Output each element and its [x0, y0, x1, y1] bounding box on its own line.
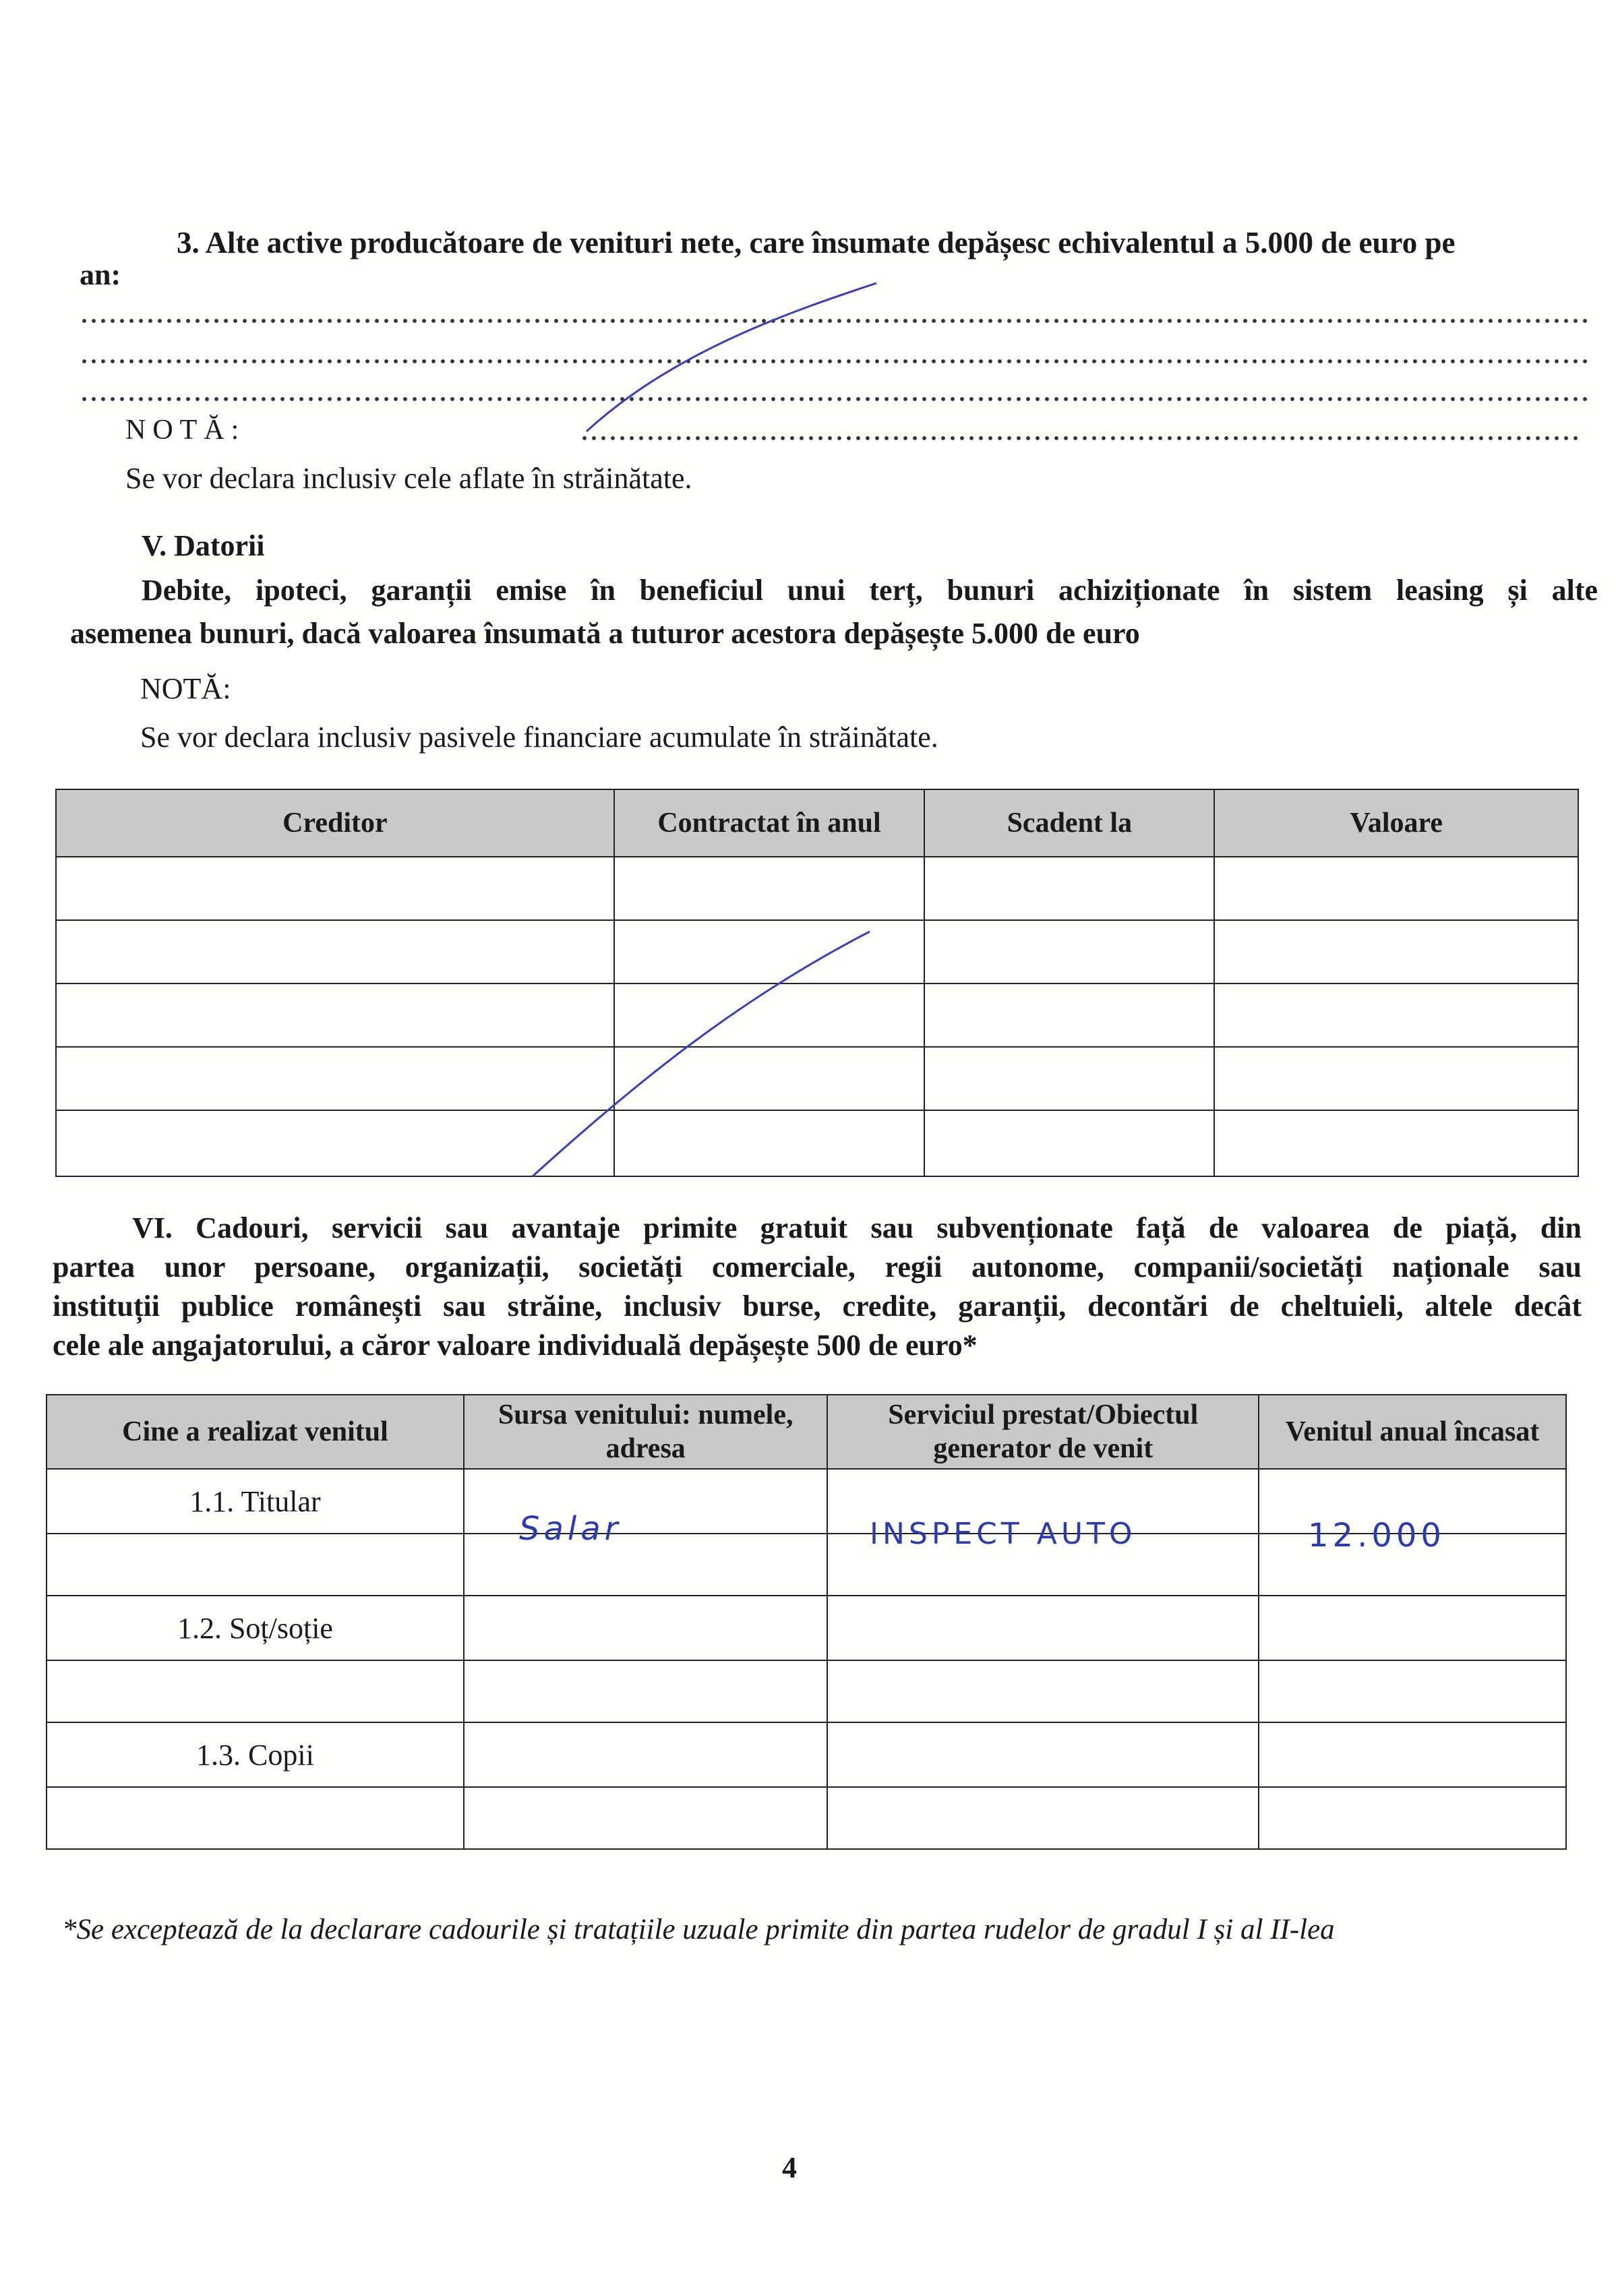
handwritten-sursa: Salar [519, 1510, 622, 1548]
debts-header-contractat: Contractat în anul [614, 789, 924, 857]
section5-desc-line2: asemenea bunuri, dacă valoarea însumată a tuturor acestora depășește 5.000 de euro [70, 617, 1140, 650]
footnote: *Se exceptează de la declarare cadourile și tratațiile uzuale primite din partea rudelor de gradul I și al II-lea [62, 1914, 1335, 1945]
section3-nota-text: Se vor declara inclusiv cele aflate în străinătate. [125, 462, 692, 495]
table-row [47, 1660, 1566, 1722]
section6-line4: cele ale angajatorului, a căror valoare individuală depășește 500 de euro* [53, 1329, 978, 1362]
handwritten-serviciu: INSPECT AUTO [870, 1517, 1137, 1551]
section3-nota-label: NOTĂ: [125, 415, 246, 446]
section6-line1: VI. Cadouri, servicii sau avantaje primite gratuit sau subvenționate față de valoarea de piață, din [132, 1211, 1582, 1244]
debts-header-scadent: Scadent la [924, 789, 1214, 857]
section6-line3: instituții publice românești sau străine, inclusiv burse, credite, garanții, decontări de cheltuieli, altele decât [53, 1290, 1582, 1323]
gifts-header-serviciu: Serviciul prestat/Obiectul generator de venit [827, 1395, 1259, 1469]
section5-nota-text: Se vor declara inclusiv pasivele financiare acumulate în străinătate. [140, 721, 938, 754]
group-sot-sotie: 1.2. Soț/soție [47, 1596, 464, 1660]
section5-desc-line1: Debite, ipoteci, garanții emise în beneficiul unui terț, bunuri achiziționate în sistem leasing și alte [142, 574, 1598, 607]
group-titular: 1.1. Titular [47, 1469, 464, 1534]
group-copii: 1.3. Copii [47, 1722, 464, 1787]
handwritten-venit: 12.000 [1308, 1517, 1445, 1554]
table-row [47, 1787, 1566, 1849]
gifts-table [46, 1394, 1567, 1850]
table-row [47, 1722, 1566, 1787]
gifts-header-sursa: Sursa venitului: numele, adresa [464, 1395, 828, 1469]
section6-line2: partea unor persoane, organizații, societăți comerciale, regii autonome, companii/societăți naționale sau [53, 1250, 1582, 1283]
gifts-header-cine: Cine a realizat venitul [47, 1395, 464, 1469]
section5-title: V. Datorii [142, 529, 265, 562]
debts-header-creditor: Creditor [56, 789, 614, 857]
section5-nota-label: NOTĂ: [140, 672, 231, 705]
section3-heading: 3. Alte active producătoare de venituri nete, care însumate depășesc echivalentul a 5.000 de euro pe [177, 226, 1456, 260]
table-row [47, 1596, 1566, 1660]
page-number: 4 [782, 2151, 797, 2184]
section3-heading-tail: an: [80, 258, 121, 291]
debts-header-valoare: Valoare [1214, 789, 1578, 857]
gifts-header-venit: Venitul anual încasat [1259, 1395, 1566, 1469]
